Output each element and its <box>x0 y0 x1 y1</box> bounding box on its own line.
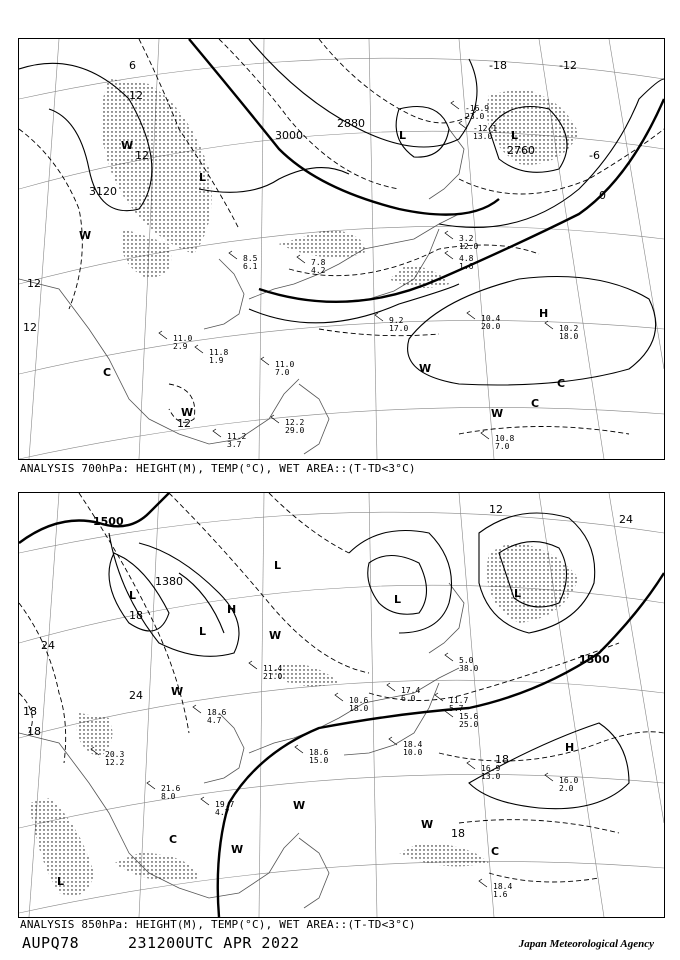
wind-barb <box>387 683 395 691</box>
height-label: 1380 <box>155 575 183 588</box>
wind-barb <box>295 745 303 753</box>
wind-barb <box>271 415 279 423</box>
warm-center: W <box>269 629 282 642</box>
warm-center: W <box>181 406 194 419</box>
wind-barb <box>201 797 209 805</box>
low-center: L <box>199 171 207 184</box>
station-value: 20.0 <box>481 322 501 331</box>
isotherm-label: -12 <box>559 59 577 72</box>
isotherm-label: -6 <box>589 149 600 162</box>
warm-center: W <box>121 139 134 152</box>
isotherm-label: 24 <box>129 689 143 702</box>
station-value: 5.0 <box>459 656 474 665</box>
wind-barb <box>297 255 305 263</box>
station-value: 12.0 <box>459 242 479 251</box>
station-value: 10.8 <box>495 434 515 443</box>
station-value: 18.4 <box>403 740 423 749</box>
valid-time: 231200UTC APR 2022 <box>128 934 300 952</box>
high-center: H <box>565 741 575 754</box>
isotherm-label: 12 <box>489 503 503 516</box>
station-value: 10.2 <box>559 324 579 333</box>
cold-center: C <box>531 397 540 410</box>
isotherm-label: 18 <box>27 725 41 738</box>
station-value: 10.6 <box>349 696 369 705</box>
station-value: 18.4 <box>493 882 513 891</box>
station-value: -12.1 <box>473 124 498 133</box>
wind-barb <box>159 331 167 339</box>
station-value: 10.4 <box>481 314 501 323</box>
map-700hpa <box>19 39 664 459</box>
height-label: 2880 <box>337 117 365 130</box>
station-value: 18.0 <box>559 332 579 341</box>
height-contours <box>19 493 664 917</box>
wind-barb <box>335 693 343 701</box>
isotherm-label: 6 <box>129 59 136 72</box>
station-value: -16.9 <box>465 104 490 113</box>
low-center: L <box>129 589 137 602</box>
station-value: 1.9 <box>209 356 224 365</box>
isotherm-label: 0 <box>599 189 606 202</box>
station-value: 1.6 <box>459 262 474 271</box>
height-label: 3000 <box>275 129 303 142</box>
wind-barb <box>213 429 221 437</box>
wind-barb <box>261 357 269 365</box>
wind-barb <box>445 653 453 661</box>
height-label: 3120 <box>89 185 117 198</box>
warm-center: W <box>419 362 432 375</box>
high-center: H <box>227 603 237 616</box>
station-value: 4.7 <box>207 716 222 725</box>
wind-barb <box>389 737 397 745</box>
station-value: 6.1 <box>243 262 258 271</box>
station-value: 6.0 <box>401 694 416 703</box>
station-value: 16.0 <box>559 776 579 785</box>
station-value: 11.0 <box>173 334 193 343</box>
wind-barb <box>147 781 155 789</box>
low-center: L <box>199 625 207 638</box>
station-value: 3.7 <box>227 440 242 449</box>
caption-700hpa: ANALYSIS 700hPa: HEIGHT(M), TEMP(°C), WET AREA::(T-TD<3°C) <box>20 462 416 475</box>
wind-barb <box>249 661 257 669</box>
low-center: L <box>274 559 282 572</box>
station-value: 11.7 <box>449 696 469 705</box>
station-value: 17.4 <box>401 686 421 695</box>
station-value: 15.6 <box>459 712 479 721</box>
isotherm-label: 12 <box>27 277 41 290</box>
station-value: 5.7 <box>449 704 464 713</box>
station-value: 13.0 <box>481 772 501 781</box>
station-value: 2.9 <box>173 342 188 351</box>
wind-barb <box>229 251 237 259</box>
wind-barb <box>375 313 383 321</box>
isotherm-label: 12 <box>23 321 37 334</box>
station-value: 8.5 <box>243 254 258 263</box>
wind-barb <box>479 879 487 887</box>
cold-center: C <box>557 377 566 390</box>
wind-barb <box>195 345 203 353</box>
station-value: 4.2 <box>311 266 326 275</box>
high-center: H <box>539 307 549 320</box>
product-code: AUPQ78 <box>22 934 80 952</box>
isotherm-label: 12 <box>177 417 191 430</box>
isotherm-label: 24 <box>619 513 633 526</box>
warm-center: W <box>79 229 92 242</box>
station-value: 2.0 <box>559 784 574 793</box>
wind-barb <box>467 761 475 769</box>
wind-barb <box>545 773 553 781</box>
station-value: 11.8 <box>209 348 229 357</box>
station-value: 11.4 <box>263 664 283 673</box>
station-value: 4.7 <box>215 808 230 817</box>
station-value: 21.0 <box>263 672 283 681</box>
wet-areas <box>29 543 579 896</box>
station-value: 4.8 <box>459 254 474 263</box>
station-value: 18.6 <box>309 748 329 757</box>
station-value: 18.6 <box>207 708 227 717</box>
station-value: 12.2 <box>105 758 125 767</box>
station-value: 25.0 <box>459 720 479 729</box>
cold-center: C <box>491 845 500 858</box>
station-value: 29.0 <box>285 426 305 435</box>
station-value: 38.0 <box>459 664 479 673</box>
warm-center: W <box>293 799 306 812</box>
station-value: 13.0 <box>473 132 493 141</box>
wind-barb <box>451 101 459 109</box>
isotherm-label: 24 <box>41 639 55 652</box>
station-value: 7.0 <box>495 442 510 451</box>
isotherm-label: 18 <box>495 753 509 766</box>
station-value: 16.9 <box>481 764 501 773</box>
caption-850hpa: ANALYSIS 850hPa: HEIGHT(M), TEMP(°C), WET AREA::(T-TD<3°C) <box>20 918 416 931</box>
wind-barb <box>445 251 453 259</box>
wind-barb <box>467 311 475 319</box>
agency-name: Japan Meteorological Agency <box>518 938 654 950</box>
wind-barb <box>545 321 553 329</box>
isotherm-label: 18 <box>23 705 37 718</box>
warm-center: W <box>231 843 244 856</box>
low-center: L <box>57 875 65 888</box>
low-center: L <box>514 587 522 600</box>
wind-barb <box>481 431 489 439</box>
map-850hpa <box>19 493 664 917</box>
isotherm-label: 12 <box>135 149 149 162</box>
wind-barb <box>445 231 453 239</box>
height-label: 2760 <box>507 144 535 157</box>
temp-contours <box>19 493 664 882</box>
station-value: 12.2 <box>285 418 305 427</box>
warm-center: W <box>171 685 184 698</box>
station-value: 1.6 <box>493 890 508 899</box>
coastline <box>19 129 464 454</box>
station-value: 7.0 <box>275 368 290 377</box>
isotherm-label: 18 <box>451 827 465 840</box>
station-value: 11.2 <box>227 432 247 441</box>
station-value: 21.6 <box>161 784 181 793</box>
station-value: 23.0 <box>465 112 485 121</box>
station-value: 8.0 <box>161 792 176 801</box>
station-value: 17.0 <box>389 324 409 333</box>
isotherm-label: 12 <box>129 89 143 102</box>
station-value: 9.2 <box>389 316 404 325</box>
station-value: 10.0 <box>403 748 423 757</box>
cold-center: C <box>169 833 178 846</box>
warm-center: W <box>491 407 504 420</box>
warm-center: W <box>421 818 434 831</box>
cold-center: C <box>103 366 112 379</box>
latlon-grid <box>19 493 664 917</box>
chart-700hpa <box>18 38 665 460</box>
low-center: L <box>399 129 407 142</box>
isotherm-label: 18 <box>129 609 143 622</box>
station-value: 7.8 <box>311 258 326 267</box>
chart-850hpa <box>18 492 665 918</box>
height-label: 1500 <box>93 515 124 528</box>
isotherm-label: -18 <box>489 59 507 72</box>
height-label: 1500 <box>579 653 610 666</box>
station-value: 20.3 <box>105 750 125 759</box>
station-value: 15.0 <box>309 756 329 765</box>
low-center: L <box>394 593 402 606</box>
station-value: 18.0 <box>349 704 369 713</box>
station-value: 19.7 <box>215 800 235 809</box>
wet-areas <box>101 79 579 288</box>
wind-barb <box>193 705 201 713</box>
station-value: 3.2 <box>459 234 474 243</box>
low-center: L <box>511 129 519 142</box>
station-value: 11.0 <box>275 360 295 369</box>
